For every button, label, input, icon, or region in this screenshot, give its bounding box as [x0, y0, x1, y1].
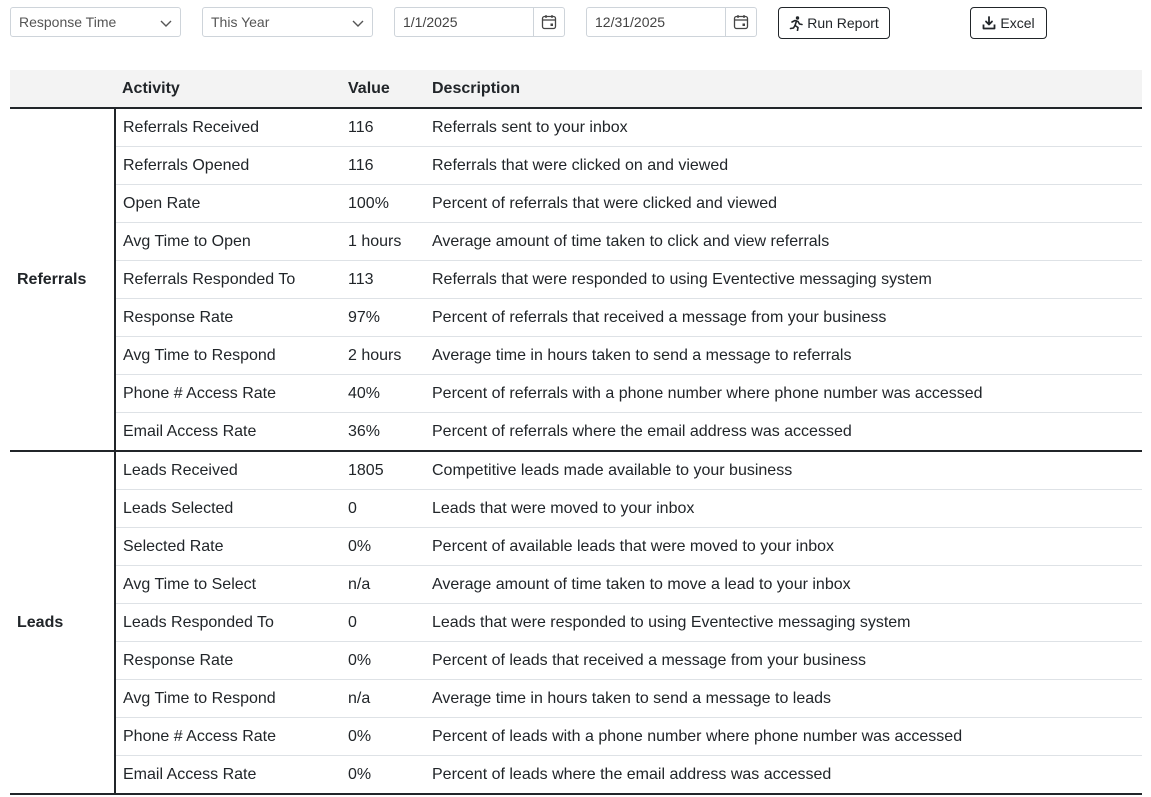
end-date-value: 12/31/2025: [595, 14, 666, 30]
activity-cell: Leads Selected: [115, 490, 348, 528]
end-date-input[interactable]: [586, 7, 757, 37]
table-row: [10, 528, 1142, 566]
table-row: [10, 413, 1142, 452]
description-column-header: Description: [432, 70, 1142, 108]
activity-cell: Phone # Access Rate: [115, 718, 348, 756]
activity-cell: Avg Time to Open: [115, 223, 348, 261]
table-row: [10, 261, 1142, 299]
group-column-header: [10, 70, 115, 108]
activity-cell: Email Access Rate: [115, 413, 348, 452]
description-cell: Percent of available leads that were moved to your inbox: [432, 528, 1142, 566]
table-row: [10, 108, 1142, 147]
value-cell: 0: [348, 490, 432, 528]
value-cell: 0: [348, 604, 432, 642]
group-label-referrals: Referrals: [10, 108, 115, 451]
value-cell: 1 hours: [348, 223, 432, 261]
value-cell: 36%: [348, 413, 432, 452]
end-date-picker-button[interactable]: [725, 8, 756, 36]
chevron-down-icon: [352, 17, 364, 29]
description-cell: Leads that were responded to using Eventective messaging system: [432, 604, 1142, 642]
description-cell: Percent of referrals where the email address was accessed: [432, 413, 1142, 452]
value-cell: 100%: [348, 185, 432, 223]
table-row: [10, 642, 1142, 680]
period-select[interactable]: [202, 7, 373, 37]
description-cell: Percent of leads with a phone number where phone number was accessed: [432, 718, 1142, 756]
table-row: [10, 490, 1142, 528]
table-row: [10, 223, 1142, 261]
table-row: [10, 756, 1142, 795]
description-cell: Percent of referrals that received a message from your business: [432, 299, 1142, 337]
description-cell: Leads that were moved to your inbox: [432, 490, 1142, 528]
activity-column-header: Activity: [115, 70, 348, 108]
value-cell: 0%: [348, 718, 432, 756]
activity-cell: Referrals Responded To: [115, 261, 348, 299]
start-date-input[interactable]: [394, 7, 565, 37]
excel-label: Excel: [1000, 15, 1035, 31]
table-row: [10, 680, 1142, 718]
excel-export-button[interactable]: [970, 7, 1047, 39]
table-row: [10, 375, 1142, 413]
table-row: [10, 451, 1142, 490]
description-cell: Percent of leads where the email address was accessed: [432, 756, 1142, 795]
activity-cell: Avg Time to Respond: [115, 680, 348, 718]
value-cell: 116: [348, 147, 432, 185]
activity-cell: Phone # Access Rate: [115, 375, 348, 413]
chevron-down-icon: [160, 17, 172, 29]
activity-cell: Referrals Received: [115, 108, 348, 147]
value-cell: n/a: [348, 566, 432, 604]
value-cell: n/a: [348, 680, 432, 718]
calendar-icon: [541, 14, 557, 30]
value-cell: 1805: [348, 451, 432, 490]
report-type-select[interactable]: [10, 7, 181, 37]
value-cell: 113: [348, 261, 432, 299]
group-label-leads: Leads: [10, 451, 115, 794]
table-row: [10, 566, 1142, 604]
description-cell: Percent of leads that received a message from your business: [432, 642, 1142, 680]
value-cell: 0%: [348, 528, 432, 566]
table-row: [10, 299, 1142, 337]
report-table-wrapper: [10, 70, 1142, 795]
value-cell: 97%: [348, 299, 432, 337]
description-cell: Average amount of time taken to click and view referrals: [432, 223, 1142, 261]
calendar-icon: [733, 14, 749, 30]
description-cell: Competitive leads made available to your business: [432, 451, 1142, 490]
report-toolbar: [10, 7, 1151, 40]
description-cell: Referrals that were clicked on and viewed: [432, 147, 1142, 185]
run-report-label: Run Report: [807, 15, 879, 31]
description-cell: Referrals sent to your inbox: [432, 108, 1142, 147]
download-icon: [982, 16, 996, 30]
table-header-row: [10, 70, 1142, 108]
activity-cell: Leads Responded To: [115, 604, 348, 642]
table-row: [10, 185, 1142, 223]
activity-cell: Avg Time to Respond: [115, 337, 348, 375]
start-date-value: 1/1/2025: [403, 14, 458, 30]
table-row: [10, 604, 1142, 642]
value-cell: 116: [348, 108, 432, 147]
value-column-header: Value: [348, 70, 432, 108]
start-date-picker-button[interactable]: [533, 8, 564, 36]
report-table: [10, 70, 1142, 795]
running-person-icon: [789, 16, 803, 31]
activity-cell: Leads Received: [115, 451, 348, 490]
description-cell: Average time in hours taken to send a message to referrals: [432, 337, 1142, 375]
activity-cell: Open Rate: [115, 185, 348, 223]
value-cell: 2 hours: [348, 337, 432, 375]
activity-cell: Response Rate: [115, 642, 348, 680]
activity-cell: Referrals Opened: [115, 147, 348, 185]
activity-cell: Avg Time to Select: [115, 566, 348, 604]
value-cell: 40%: [348, 375, 432, 413]
report-table-body: [10, 108, 1142, 794]
value-cell: 0%: [348, 642, 432, 680]
period-value: This Year: [211, 14, 270, 30]
table-row: [10, 337, 1142, 375]
value-cell: 0%: [348, 756, 432, 795]
activity-cell: Email Access Rate: [115, 756, 348, 795]
run-report-button[interactable]: [778, 7, 890, 39]
activity-cell: Selected Rate: [115, 528, 348, 566]
description-cell: Percent of referrals that were clicked and viewed: [432, 185, 1142, 223]
description-cell: Referrals that were responded to using Eventective messaging system: [432, 261, 1142, 299]
description-cell: Average time in hours taken to send a message to leads: [432, 680, 1142, 718]
table-row: [10, 718, 1142, 756]
activity-cell: Response Rate: [115, 299, 348, 337]
table-row: [10, 147, 1142, 185]
description-cell: Average amount of time taken to move a lead to your inbox: [432, 566, 1142, 604]
description-cell: Percent of referrals with a phone number where phone number was accessed: [432, 375, 1142, 413]
report-type-value: Response Time: [19, 14, 117, 30]
